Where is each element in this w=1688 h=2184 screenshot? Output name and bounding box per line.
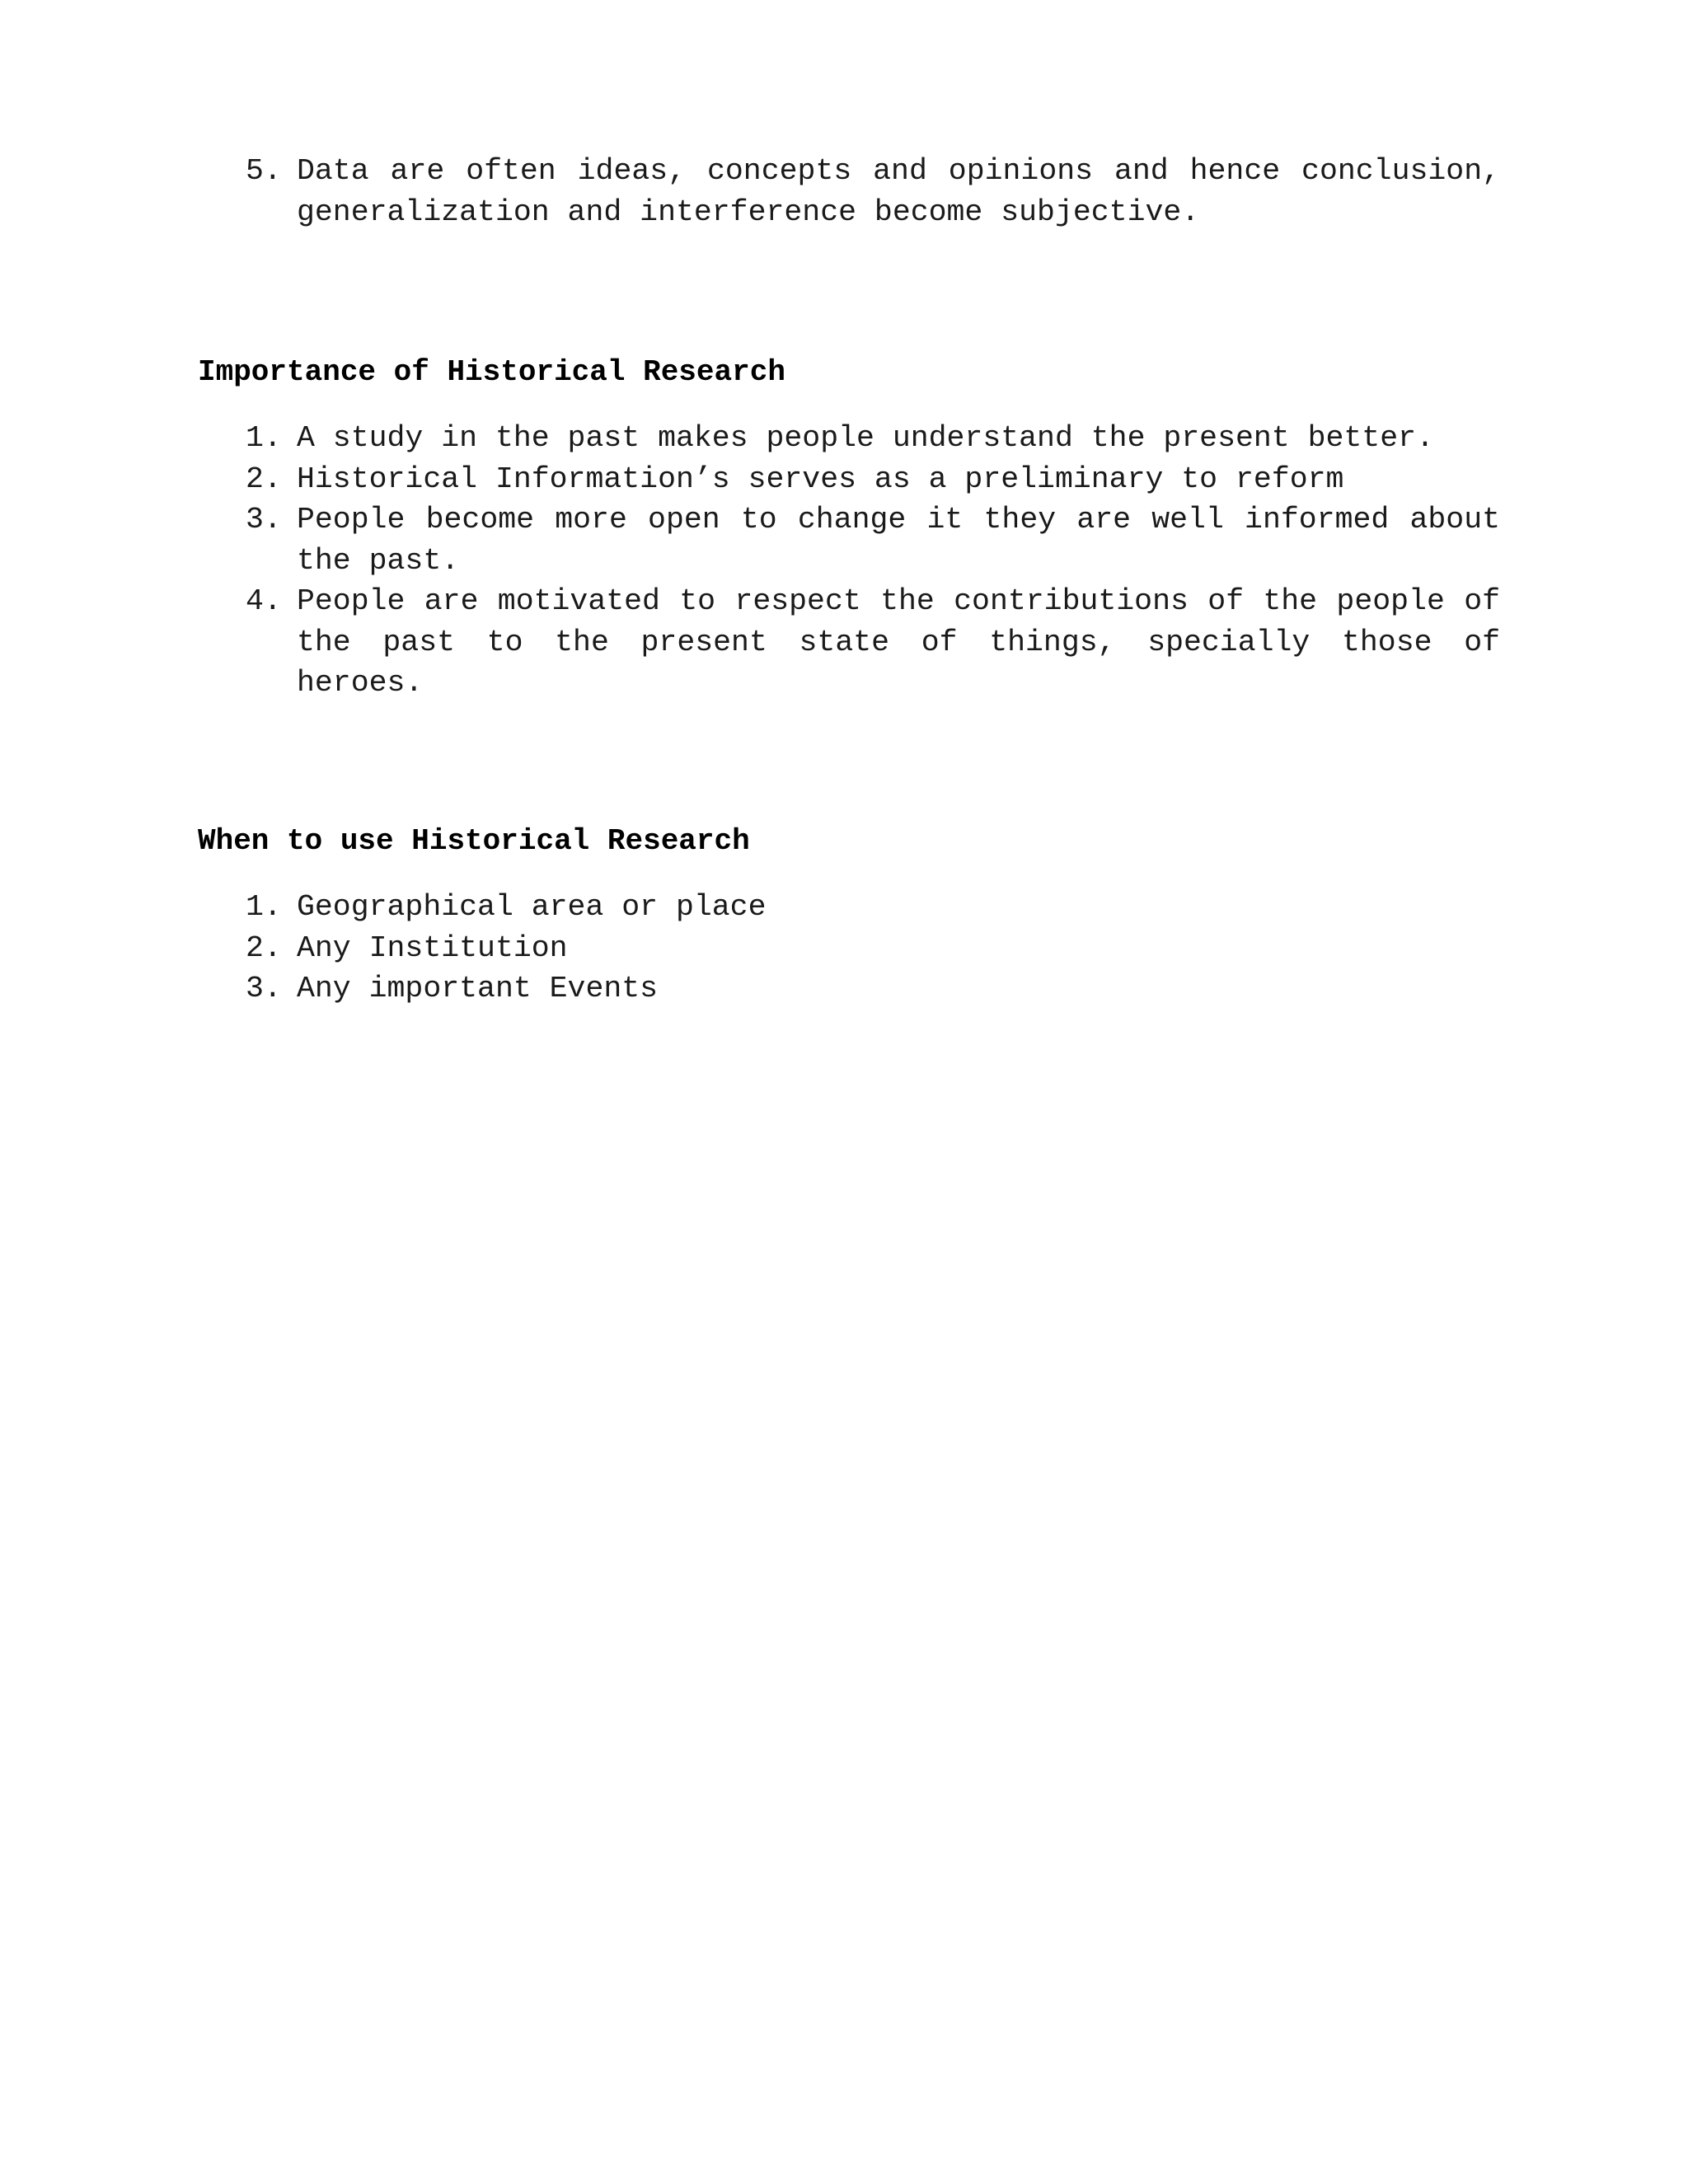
list-item-text: Any important Events	[297, 972, 659, 1005]
list-item-text: People become more open to change it they are well informed about the past.	[297, 503, 1500, 578]
list-item-number: 1.	[246, 890, 282, 924]
list-item	[198, 968, 1500, 1010]
list-item	[198, 928, 1500, 969]
list-item-number: 2.	[246, 462, 282, 496]
list-item	[198, 151, 1500, 232]
list-item-text: A study in the past makes people understand the present better.	[297, 421, 1434, 455]
when-to-use-list	[198, 887, 1500, 1010]
section-heading: Importance of Historical Research	[198, 355, 785, 389]
list-item-number: 2.	[246, 930, 282, 965]
list-item	[198, 459, 1500, 500]
list-item-number: 1.	[246, 421, 282, 455]
list-item	[198, 581, 1500, 704]
list-item-text: Geographical area or place	[297, 890, 767, 924]
limitations-list	[198, 151, 1500, 232]
list-item-text: Data are often ideas, concepts and opinions and hence conclusion, generalization and interference become subjective.	[297, 154, 1500, 229]
importance-section	[198, 352, 1500, 704]
list-item-text: People are motivated to respect the contributions of the people of the past to the present state of things, specially those of heroes.	[297, 584, 1500, 700]
list-item-number: 3.	[246, 503, 282, 537]
list-item-number: 5.	[246, 154, 282, 188]
importance-list	[198, 418, 1500, 704]
list-item	[198, 418, 1500, 459]
limitations-section	[198, 151, 1500, 232]
when-to-use-section	[198, 821, 1500, 1010]
list-item-text: Historical Information’s serves as a preliminary to reform	[297, 462, 1344, 496]
list-item-number: 4.	[246, 584, 282, 618]
list-item-number: 3.	[246, 972, 282, 1005]
section-heading: When to use Historical Research	[198, 824, 750, 858]
list-item	[198, 499, 1500, 581]
list-item-text: Any Institution	[297, 930, 568, 965]
list-item	[198, 887, 1500, 928]
